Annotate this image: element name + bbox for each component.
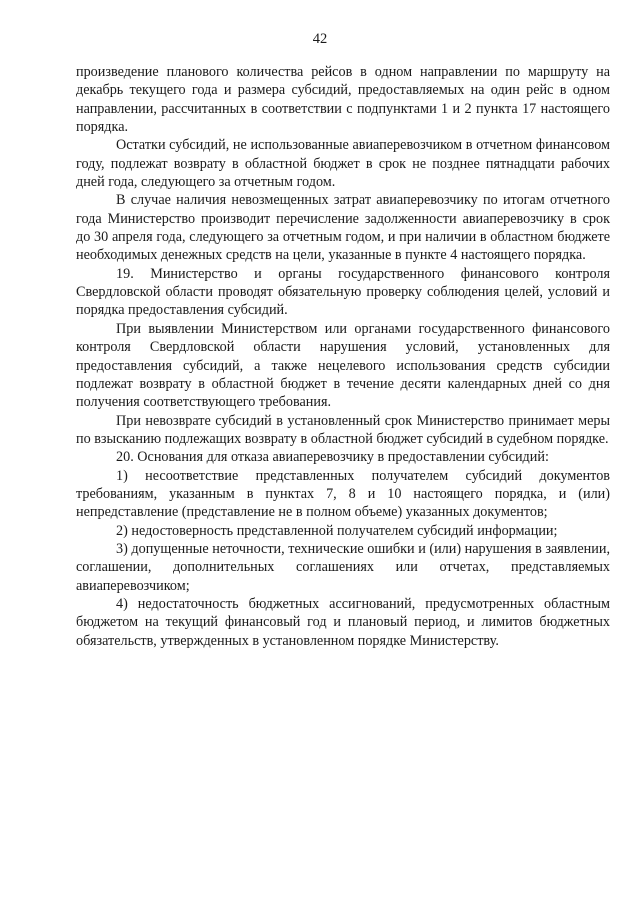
list-item-2: 2) недостоверность представленной получателем субсидий информации;: [116, 522, 558, 539]
paragraph-continuation: произведение планового количества рейсов в одном направлении по маршруту на декабрь текущего года и размера субсидий, предоставляемых на один рейс в одном направлении, рассчитанных в соответствии с подпунктами 1 и 2 пункта 17 настоящего порядка.: [76, 64, 610, 136]
list-item-1: 1) несоответствие представленных получателем субсидий документов требованиям, указанным в пунктах 7, 8 и 10 настоящего порядка, и (или) непредставление (представление не в полном объеме) указанных документов;: [76, 467, 610, 521]
list-item-3: 3) допущенные неточности, технические ошибки и (или) нарушения в заявлении, соглашении, дополнительных соглашениях или отчетах, представляемых авиаперевозчиком;: [76, 540, 610, 594]
document-body: [76, 63, 610, 650]
paragraph-item-19: 19. Министерство и органы государственного финансового контроля Свердловской области проводят обязательную проверку соблюдения целей, условий и порядка предоставления субсидий.: [76, 265, 610, 319]
paragraph-non-return: При невозврате субсидий в установленный срок Министерство принимает меры по взысканию подлежащих возврату в областной бюджет субсидий в судебном порядке.: [76, 412, 610, 447]
paragraph-item-20: 20. Основания для отказа авиаперевозчику в предоставлении субсидий:: [116, 449, 549, 466]
paragraph-subsidy-remainder: Остатки субсидий, не использованные авиаперевозчиком в отчетном финансовом году, подлежат возврату в областной бюджет в срок не позднее пятнадцати рабочих дней года, следующего за отчетным годом.: [76, 137, 610, 191]
paragraph-uncompensated-costs: В случае наличия невозмещенных затрат авиаперевозчику по итогам отчетного года Министерство производит перечисление задолженности авиаперевозчику в срок до 30 апреля года, следующего за отчетным годом, и при наличии в областном бюджете необходимых денежных средств на цели, указанные в пункте 4 настоящего порядка.: [76, 192, 610, 264]
page-number: 42: [312, 31, 328, 47]
list-item-4: 4) недостаточность бюджетных ассигнований, предусмотренных областным бюджетом на текущий финансовый год и плановый период, и лимитов бюджетных обязательств, утвержденных в установленном порядке Министерству.: [76, 595, 610, 649]
paragraph-violations: При выявлении Министерством или органами государственного финансового контроля Свердловской области нарушения условий, установленных для предоставления субсидий, а также нецелевого использования средств субсидии подлежат возврату в областной бюджет в течение десяти календарных дней со дня получения соответствующего требования.: [76, 320, 610, 411]
